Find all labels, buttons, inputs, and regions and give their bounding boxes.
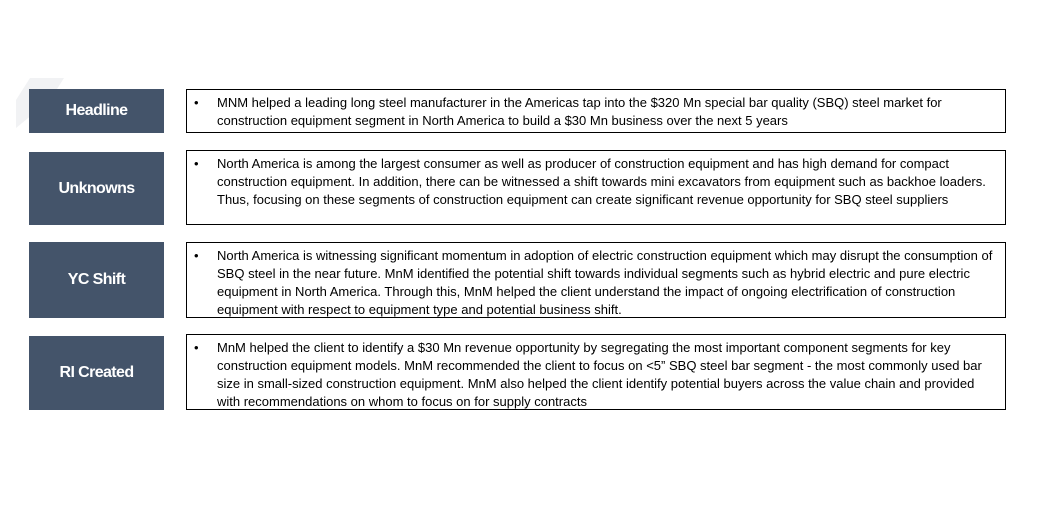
headline-label-text: Headline [65, 102, 128, 119]
yc-shift-label [29, 242, 164, 318]
yc-shift-label-text: YC Shift [67, 271, 126, 288]
bullet-point: • [194, 340, 199, 355]
unknowns-label [29, 152, 164, 225]
yc-shift-text-box [186, 242, 1006, 318]
yc-shift-text: North America is witnessing significant momentum in adoption of electric construction equipment which may disrupt the consumption of SBQ steel in the near future. MnM identified the potential shift towards individual segments such as hybrid electric and pure electric equipment in North America. Through this, MnM helped the client understand the impact of ongoing electrification of construction equipment with respect to equipment type and potential business shift. [217, 248, 993, 317]
unknowns-text: North America is among the largest consumer as well as producer of construction equipment and has high demand for compact construction equipment. In addition, there can be witnessed a shift towards mini excavators from equipment such as backhoe loaders. Thus, focusing on these segments of construction equipment can create significant revenue opportunity for SBQ steel suppliers [217, 156, 986, 207]
ri-created-text: MnM helped the client to identify a $30 Mn revenue opportunity by segregating the most important component segments for key construction equipment models. MnM recommended the client to focus on <5” SBQ steel bar segment - the most commonly used bar size in small-sized construction equipment. MnM also helped the client identify potential buyers across the value chain and provided with recommendations on whom to focus on for supply contracts [217, 340, 982, 409]
bullet-point: • [194, 95, 199, 110]
headline-text-box [186, 89, 1006, 133]
ri-created-text-box [186, 334, 1006, 410]
headline-label [29, 89, 164, 133]
headline-text: MNM helped a leading long steel manufacturer in the Americas tap into the $320 Mn special bar quality (SBQ) steel market for construction equipment segment in North America to build a $30 Mn business over the next 5 years [217, 95, 942, 128]
ri-created-label [29, 336, 164, 410]
bullet-point: • [194, 156, 199, 171]
ri-created-label-text: RI Created [59, 364, 134, 381]
unknowns-label-text: Unknowns [58, 179, 135, 197]
unknowns-text-box [186, 150, 1006, 225]
bullet-point: • [194, 248, 199, 263]
